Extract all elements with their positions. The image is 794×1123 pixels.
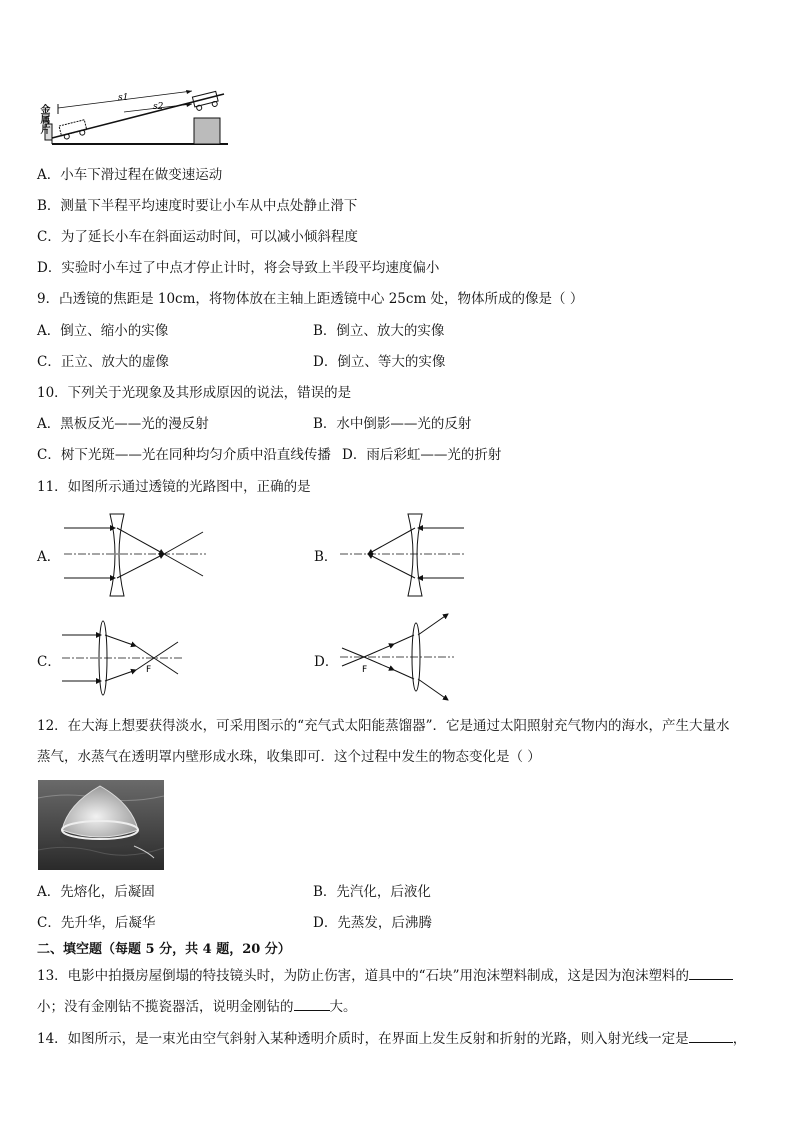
q12-stem-line2: 蒸气，水蒸气在透明罩内壁形成水珠，收集即可．这个过程中发生的物态变化是（ ） [37, 749, 541, 765]
q14-line1 [37, 1030, 746, 1048]
s2-label: s2 [153, 102, 164, 112]
q10-option-a: A．黑板反光——光的漫反射 [37, 416, 209, 432]
q10-option-d: D．雨后彩虹——光的折射 [342, 447, 502, 463]
q13-blank-1 [689, 967, 733, 980]
q8-option-a: A．小车下滑过程在做变速运动 [37, 167, 223, 183]
q10-stem: 10．下列关于光现象及其形成原因的说法，错误的是 [37, 385, 352, 401]
q14-text-1: 14．如图所示，是一束光由空气斜射入某种透明介质时，在界面上发生反射和折射的光路，则入射光线一定是 [37, 1031, 689, 1047]
q12-option-b: B．先汽化，后液化 [313, 884, 431, 900]
q11-label-d: D． [314, 654, 339, 670]
q14-blank-1 [689, 1030, 733, 1043]
q9-option-c: C．正立、放大的虚像 [37, 354, 169, 370]
q9-option-a: A．倒立、缩小的实像 [37, 323, 169, 339]
q8-option-b: B．测量下半程平均速度时要让小车从中点处静止滑下 [37, 198, 358, 214]
q9-stem: 9．凸透镜的焦距是 10cm，将物体放在主轴上距透镜中心 25cm 处，物体所成的像是（ ） [37, 291, 584, 307]
section-heading-fill-in: 二、填空题（每题 5 分，共 4 题，20 分） [37, 942, 291, 957]
q10-option-b: B．水中倒影——光的反射 [313, 416, 472, 432]
q12-option-a: A．先熔化，后凝固 [37, 884, 155, 900]
q11-diagram-b [336, 510, 468, 600]
solar-still-photo [38, 780, 164, 870]
q11-label-c: C． [37, 654, 61, 670]
q12-option-d: D．先蒸发，后沸腾 [313, 915, 432, 931]
q11-diagram-a [58, 510, 208, 600]
q13-text-3: 大。 [329, 999, 357, 1015]
q13-text-1: 13．电影中拍摄房屋倒塌的特技镜头时，为防止伤害，道具中的“石块”用泡沫塑料制成，这是因为泡沫塑料的 [37, 968, 689, 984]
q11-label-a: A． [37, 549, 61, 565]
q10-option-c: C．树下光斑——光在同种均匀介质中沿直线传播 [37, 447, 331, 463]
q11-label-b: B． [314, 549, 338, 565]
s1-label: s1 [118, 93, 129, 103]
q13-line2 [37, 998, 357, 1016]
q13-text-2: 小；没有金刚钻不揽瓷器活，说明金刚钻的 [37, 999, 294, 1015]
q12-stem-line1: 12．在大海上想要获得淡水，可采用图示的“充气式太阳能蒸馏器”．它是通过太阳照射充气物内的海水，产生大量水 [37, 718, 730, 734]
q11-diagram-d [336, 610, 458, 704]
q11-diagram-c [58, 618, 188, 700]
q9-option-b: B．倒立、放大的实像 [313, 323, 445, 339]
q11-c-focus-label: F [146, 665, 152, 675]
slope-experiment-figure [36, 88, 232, 156]
q13-line1 [37, 967, 733, 985]
q12-option-c: C．先升华，后凝华 [37, 915, 156, 931]
q8-option-d: D．实验时小车过了中点才停止计时，将会导致上半段平均速度偏小 [37, 260, 440, 276]
q13-blank-2 [294, 998, 330, 1011]
q9-option-d: D．倒立、等大的实像 [313, 354, 446, 370]
q8-option-c: C．为了延长小车在斜面运动时间，可以减小倾斜程度 [37, 229, 358, 245]
q14-text-2: ， [732, 1031, 747, 1047]
q11-d-focus-label: F [362, 665, 368, 675]
q11-stem: 11．如图所示通过透镜的光路图中，正确的是 [37, 479, 311, 495]
slope-side-label: 金属片 [38, 104, 49, 134]
